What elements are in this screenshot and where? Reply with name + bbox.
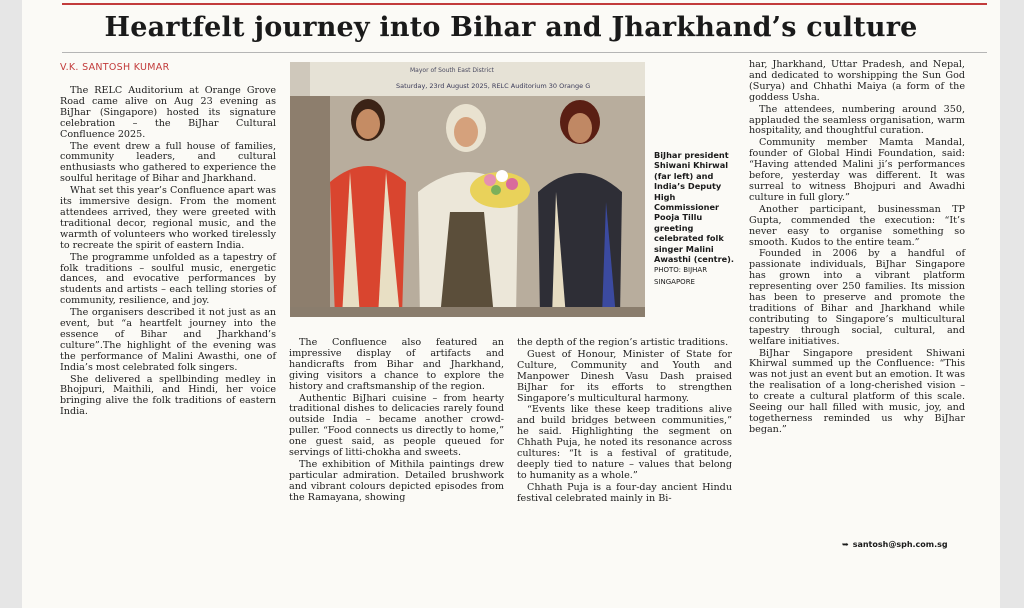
event-photo [290, 62, 645, 317]
article-column-1 [60, 86, 276, 419]
headline-divider [62, 52, 987, 53]
paragraph: What set this year’s Confluence apart was its immersive design. From the moment attendees arrived, they were greeted with traditional decor, regional music, and the warmth of volunteers who worked tirelessly to recreate the spirit of eastern India. [60, 185, 276, 251]
paragraph: The programme unfolded as a tapestry of folk traditions – soulful music, energetic dances, and evocative performances by students and artists – each telling stories of community, resilience, and joy. [60, 251, 276, 307]
paragraph: “Events like these keep traditions alive and build bridges between communities,” he said. Highlighting the segment on Chhath Puja, he noted its resonance across cultures: “It is a festival of gratitude, deeply tied to nature – values that belong to humanity as a whole.” [517, 404, 732, 481]
paragraph: Another participant, businessman TP Gupta, commended the execution: “It’s never easy to organise something so smooth. Kudos to the entire team.” [749, 203, 965, 248]
paragraph: the depth of the region’s artistic traditions. [517, 337, 729, 348]
paragraph: BiJhar Singapore president Shiwani Khirwal summed up the Confluence: “This was not just an event but an emotion. It was the realisation of a long-cherished vision – to create a cultural platform of this scale. Seeing our hall filled with music, joy, and togetherness reminded us why BiJhar began.” [749, 347, 965, 435]
author-email[interactable] [842, 540, 948, 549]
newspaper-page [22, 0, 1000, 608]
article-column-3 [517, 338, 732, 506]
paragraph: The Confluence also featured an impressive display of artifacts and handicrafts from Bihar and Jharkhand, giving visitors a chance to explore the history and craftsmanship of the region. [289, 337, 504, 392]
byline: V.K. SANTOSH KUMAR [60, 62, 170, 73]
banner-line-2: Saturday, 23rd August 2025, RELC Auditorium 30 Orange G [396, 82, 591, 90]
article-column-2 [289, 338, 504, 505]
banner-line-1: Mayor of South East District [410, 67, 494, 74]
paragraph: Authentic BiJhari cuisine – from hearty traditional dishes to delicacies rarely found outside India – became another crowd-puller. “Food connects us directly to home,” one guest said, as people queued for servings of litti-chokha and sweets. [289, 392, 504, 459]
paragraph: The organisers described it not just as an event, but “a heartfelt journey into the essence of Bihar and Jharkhand’s culture”.The highlight of the evening was the performance of Malini Awasthi, one of India’s most celebrated folk singers. [60, 307, 276, 373]
paragraph: Chhath Puja is a four-day ancient Hindu festival celebrated mainly in Bi- [517, 481, 732, 504]
caption-text: BiJhar president Shiwani Khirwal (far left) and India’s Deputy High Commissioner Pooja Tillu greeting celebrated folk singer Malini Awasthi (centre). [654, 150, 735, 265]
paragraph: The attendees, numbering around 350, applauded the seamless organisation, warm hospitality, and thoughtful curation. [749, 103, 965, 137]
paragraph: Guest of Honour, Minister of State for Culture, Community and Youth and Manpower Dinesh Vasu Dash praised BiJhar for its efforts to strengthen Singapore’s multicultural harmony. [517, 348, 732, 404]
photo-credit: PHOTO: BIJHAR SINGAPORE [654, 266, 708, 286]
paragraph: The event drew a full house of families, community leaders, and cultural enthusiasts who gathered to experience the soulful heritage of Bihar and Jharkhand. [60, 140, 276, 185]
paragraph: har, Jharkhand, Uttar Pradesh, and Nepal, and dedicated to worshipping the Sun God (Surya) and Chhathi Maiya (a form of the goddess Usha. [749, 59, 965, 103]
paragraph: She delivered a spellbinding medley in Bhojpuri, Maithili, and Hindi, her voice bringing alive the folk traditions of eastern India. [60, 373, 276, 418]
photo-illustration [290, 62, 645, 317]
email-text: santosh@sph.com.sg [852, 540, 948, 549]
top-rule [62, 3, 987, 5]
article-column-4 [749, 60, 965, 437]
photo-caption [654, 150, 742, 287]
paragraph: The RELC Auditorium at Orange Grove Road came alive on Aug 23 evening as BiJhar (Singapore) hosted its signature celebration – the BiJhar Cultural Confluence 2025. [60, 85, 276, 140]
paragraph: The exhibition of Mithila paintings drew particular admiration. Detailed brushwork and vibrant colours depicted episodes from the Ramayana, showing [289, 458, 504, 503]
arrow-icon: ➥ [842, 540, 849, 549]
paragraph: Community member Mamta Mandal, founder of Global Hindi Foundation, said: “Having attended Malini ji’s performances before, yesterday was different. It was surreal to witness Bhojpuri and Awadhi culture in full glory.” [749, 137, 965, 203]
headline: Heartfelt journey into Bihar and Jharkhand’s culture [104, 12, 918, 43]
paragraph: Founded in 2006 by a handful of passionate individuals, BiJhar Singapore has grown into a vibrant platform representing over 250 families. Its mission has been to preserve and promote the traditions of Bihar and Jharkhand while contributing to Singapore’s multicultural tapestry through social, cultural, and welfare initiatives. [749, 248, 965, 347]
